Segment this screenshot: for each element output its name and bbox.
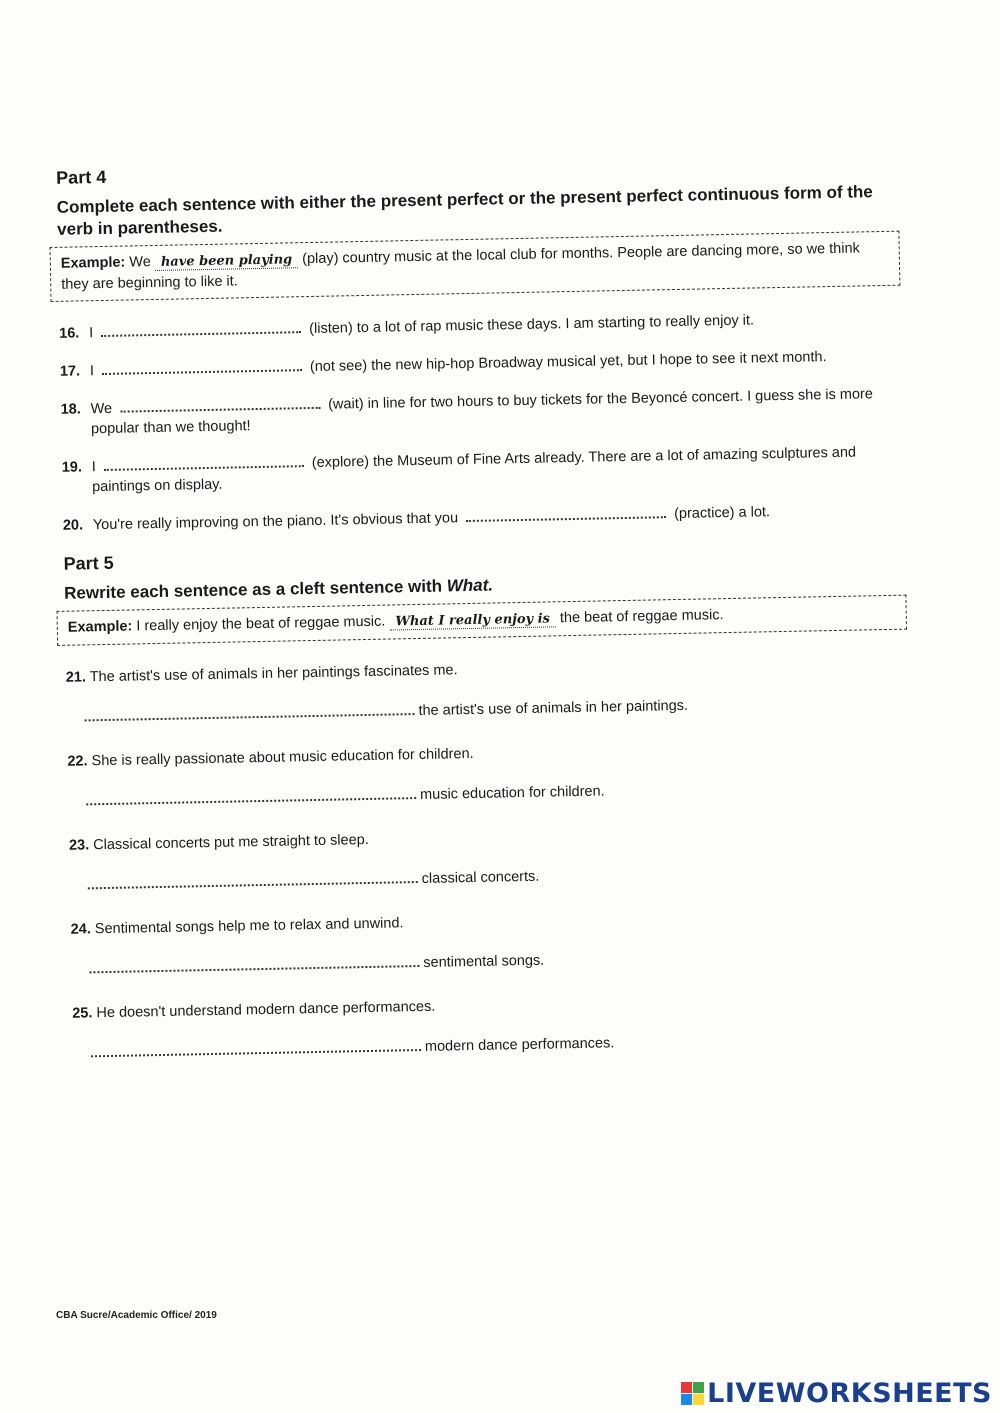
question-19 xyxy=(62,442,905,498)
answer-blank[interactable] xyxy=(120,395,320,413)
question-number: 25. xyxy=(72,1005,93,1022)
question-number: 21. xyxy=(65,669,87,686)
question-text-before: You're really improving on the piano. It's obvious that you xyxy=(92,510,459,534)
worksheet-content xyxy=(48,152,916,1088)
question-text: Sentimental songs help me to relax and unwind. xyxy=(94,915,404,938)
question-25 xyxy=(64,988,915,1062)
question-18 xyxy=(60,384,903,440)
question-text-before: We xyxy=(90,400,113,418)
question-text-before: I xyxy=(89,363,95,380)
example-label: Example: xyxy=(67,618,133,636)
part4-title: Part 4 xyxy=(55,166,107,188)
liveworksheets-logo-icon xyxy=(681,1382,704,1405)
question-text-after: (listen) to a lot of rap music these days. I am starting to really enjoy it. xyxy=(309,312,755,338)
part5-instruction-keyword: What. xyxy=(446,575,494,596)
answer-blank[interactable] xyxy=(101,319,301,337)
answer-blank[interactable] xyxy=(88,869,418,889)
liveworksheets-brand[interactable] xyxy=(681,1378,992,1409)
example-text-after: (play) country music at the local club for months. People are dancing more, so we think they are beginning to like it. xyxy=(61,240,860,293)
question-ending: the artist's use of animals in her paintings. xyxy=(418,697,689,719)
question-24 xyxy=(62,904,913,978)
part4-example-box xyxy=(50,231,901,302)
example-answer: have been playing xyxy=(155,252,299,271)
question-text: He doesn't understand modern dance performances. xyxy=(96,998,436,1022)
question-text: Classical concerts put me straight to sleep. xyxy=(93,831,369,854)
example-text-before: I really enjoy the beat of reggae music. xyxy=(136,613,386,635)
question-ending: modern dance performances. xyxy=(424,1035,615,1055)
question-number: 20. xyxy=(62,517,84,534)
question-number: 19. xyxy=(61,459,83,476)
brand-name: LIVEWORKSHEETS xyxy=(707,1378,992,1409)
question-text: The artist's use of animals in her paintings fascinates me. xyxy=(89,662,458,686)
logo-square-green xyxy=(693,1382,704,1393)
question-text-after: (wait) in line for two hours to buy tickets for the Beyoncé concert. I guess she is more popular than we thought! xyxy=(90,386,874,438)
question-text-after: (not see) the new hip-hop Broadway musical yet, but I hope to see it next month. xyxy=(309,349,827,376)
answer-blank[interactable] xyxy=(104,453,304,471)
question-text: She is really passionate about music education for children. xyxy=(91,745,474,770)
example-text-before: We xyxy=(129,254,151,271)
answer-blank[interactable] xyxy=(466,504,666,522)
question-number: 17. xyxy=(59,363,81,380)
answer-blank[interactable] xyxy=(91,1037,421,1057)
answer-blank[interactable] xyxy=(84,701,414,721)
question-number: 23. xyxy=(68,837,90,854)
question-ending: music education for children. xyxy=(419,783,605,803)
logo-square-red xyxy=(681,1382,692,1393)
question-21 xyxy=(58,652,909,726)
question-17 xyxy=(60,346,902,382)
part5-title: Part 5 xyxy=(63,552,114,574)
question-number: 24. xyxy=(70,921,91,938)
answer-blank[interactable] xyxy=(89,953,419,973)
part4-instruction: Complete each sentence with either the present perfect or the present perfect continuous form of the verb in parentheses. xyxy=(56,182,873,239)
question-16 xyxy=(59,308,901,344)
example-text-after: the beat of reggae music. xyxy=(559,607,724,627)
question-ending: sentimental songs. xyxy=(423,952,545,971)
answer-blank[interactable] xyxy=(86,785,416,805)
part5-instruction-text: Rewrite each sentence as a cleft sentence with xyxy=(63,576,443,603)
question-text-before: I xyxy=(89,325,94,342)
logo-square-blue xyxy=(681,1394,692,1405)
logo-square-yellow xyxy=(693,1394,704,1405)
question-20 xyxy=(63,500,905,536)
question-number: 22. xyxy=(67,753,88,770)
question-number: 16. xyxy=(59,325,80,342)
question-text-after: (explore) the Museum of Fine Arts already. There are a lot of amazing sculptures and paintings on display. xyxy=(91,444,857,496)
question-text-before: I xyxy=(91,459,96,476)
question-23 xyxy=(61,820,912,894)
example-label: Example: xyxy=(60,254,126,272)
question-text-after: (practice) a lot. xyxy=(673,504,771,523)
question-22 xyxy=(59,736,910,810)
question-number: 18. xyxy=(60,401,81,418)
answer-blank[interactable] xyxy=(102,357,302,375)
example-answer: What I really enjoy is xyxy=(389,611,556,630)
question-ending: classical concerts. xyxy=(421,868,540,887)
footer-credit: CBA Sucre/Academic Office/ 2019 xyxy=(56,1310,217,1321)
part5-section xyxy=(55,538,915,1062)
